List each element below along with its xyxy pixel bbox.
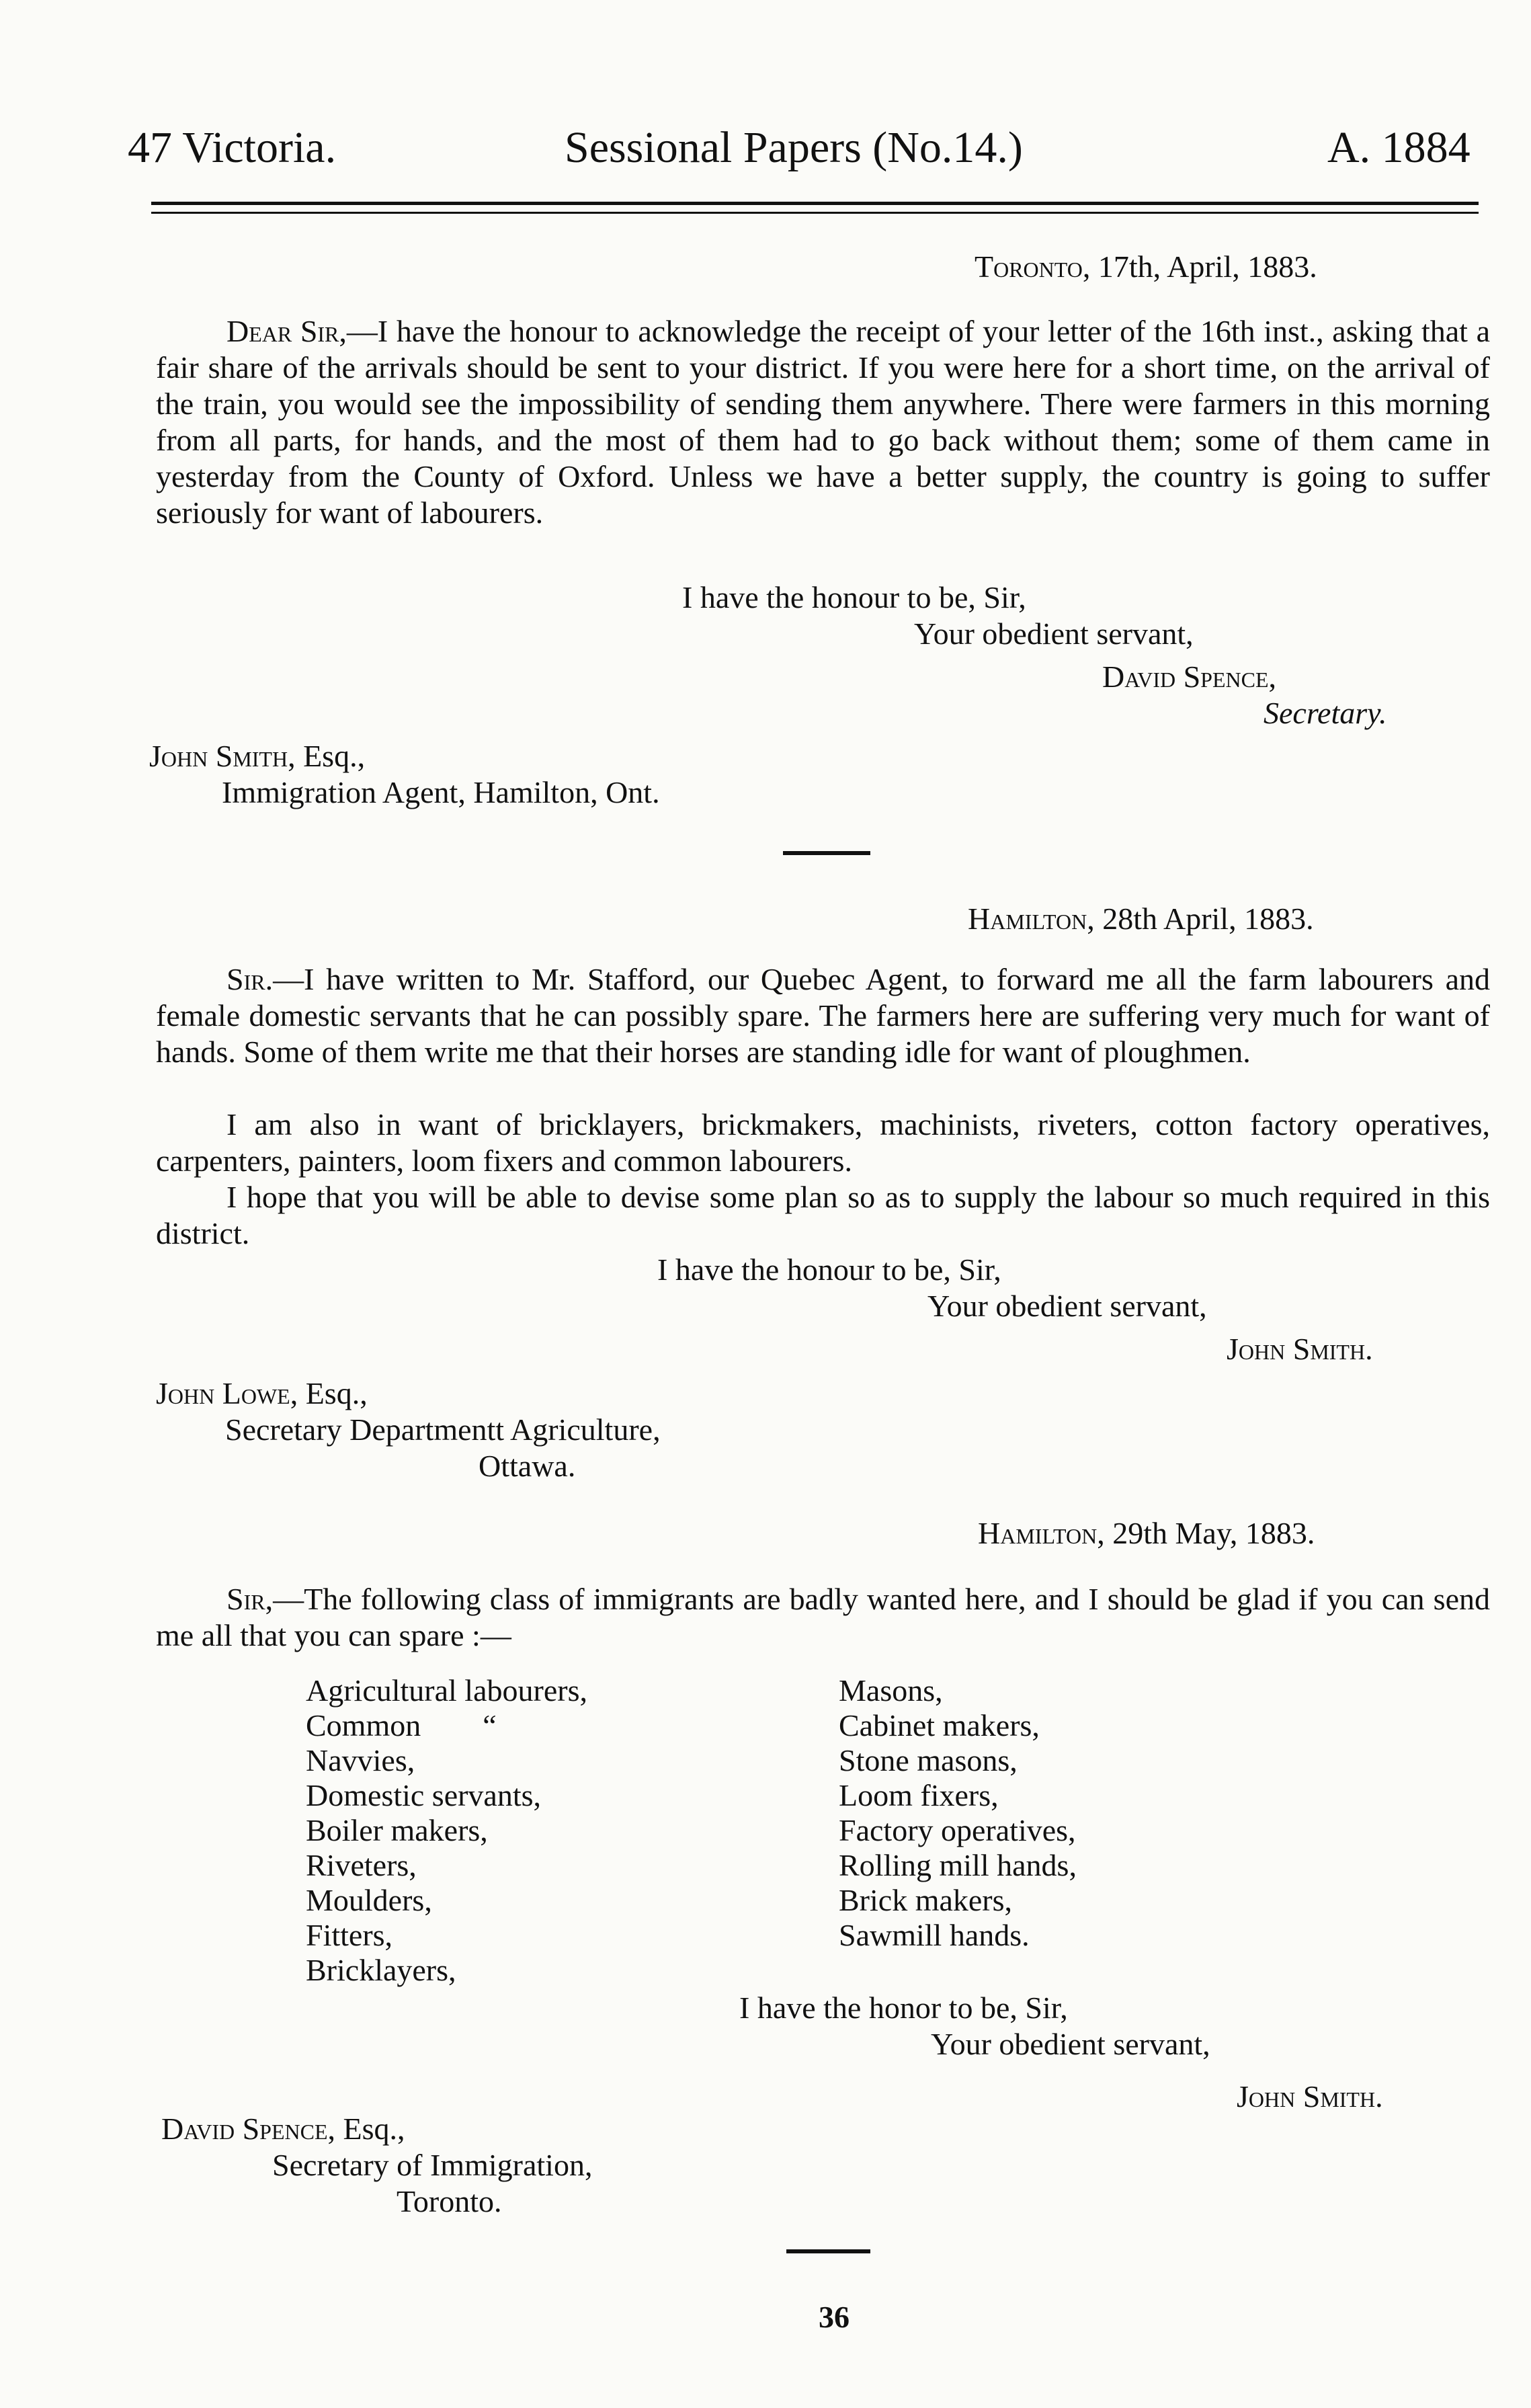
dateline-date: , 28th April, 1883. xyxy=(1087,901,1314,936)
salutation: Sir xyxy=(226,962,265,996)
addressee-line-3: Ottawa. xyxy=(479,1449,576,1483)
letter-2-paragraph-3: I hope that you will be able to devise some plan so as to supply the labour so much required in this district. xyxy=(156,1180,1490,1250)
dateline-date: , 17th, April, 1883. xyxy=(1082,249,1317,284)
signer-name: John Smith. xyxy=(1237,2079,1383,2114)
addressee-line-1 xyxy=(149,738,365,774)
paragraph: .—I have written to Mr. Stafford, our Quebec Agent, to forward me all the farm labourers and female domestic servants that he can possibly spare. The farmers here are suffering very much for want of hands. Some of them write me that their horses are standing idle for want of ploughmen. xyxy=(156,962,1490,1069)
list-item: Agricultural labourers, xyxy=(306,1673,587,1708)
letter-1-body xyxy=(156,313,1490,531)
list-item: Domestic servants, xyxy=(306,1778,542,1812)
list-item: Riveters, xyxy=(306,1848,417,1882)
letter-2-dateline xyxy=(968,901,1314,937)
dateline-place: Toronto xyxy=(975,249,1083,284)
letter-separator xyxy=(783,851,870,855)
addressee-line-1 xyxy=(156,1375,368,1412)
header-year: A. 1884 xyxy=(1327,123,1471,172)
dateline-place: Hamilton xyxy=(978,1516,1098,1550)
list-item: Loom fixers, xyxy=(839,1778,999,1812)
occupations-list-right xyxy=(839,1673,1077,1952)
closing-line-2: Your obedient servant, xyxy=(914,616,1194,651)
addressee-suffix: , Esq., xyxy=(290,1376,368,1410)
addressee-line-3: Toronto. xyxy=(397,2184,502,2218)
header-rule-bottom xyxy=(151,212,1479,214)
salutation: Sir xyxy=(226,1582,265,1616)
list-item: Bricklayers, xyxy=(306,1953,456,1987)
letter-3-body xyxy=(156,1581,1490,1654)
addressee-line-2: Immigration Agent, Hamilton, Ont. xyxy=(222,775,660,809)
addressee-suffix: , Esq., xyxy=(327,2112,405,2146)
addressee-line-2: Secretary of Immigration, xyxy=(272,2148,593,2182)
closing-line-1: I have the honour to be, Sir, xyxy=(682,580,1026,614)
list-item: Fitters, xyxy=(306,1918,393,1952)
salutation: Dear Sir xyxy=(226,314,339,348)
list-item: Stone masons, xyxy=(839,1743,1018,1777)
page-number: 36 xyxy=(819,2300,850,2334)
signer-title: Secretary. xyxy=(1264,696,1387,730)
closing-line-1: I have the honor to be, Sir, xyxy=(739,1991,1068,2025)
addressee-line-2: Secretary Departmentt Agriculture, xyxy=(225,1412,661,1447)
list-item: Moulders, xyxy=(306,1883,432,1917)
list-item: Sawmill hands. xyxy=(839,1918,1030,1952)
dateline-place: Hamilton xyxy=(968,901,1087,936)
header-volume: 47 Victoria. xyxy=(128,123,337,172)
dateline-date: , 29th May, 1883. xyxy=(1097,1516,1315,1550)
addressee-name: John Smith xyxy=(149,739,288,773)
occupations-list-left xyxy=(306,1673,587,1987)
paragraph: ,—The following class of immigrants are badly wanted here, and I should be glad if you can send me all that you can spare :— xyxy=(156,1582,1490,1652)
paragraph: ,—I have the honour to acknowledge the receipt of your letter of the 16th inst., asking that a fair share of the arrivals should be sent to your district. If you were here for a short time, on the arrival of the train, you would see the impossibility of sending them anywhere. There were farmers in this morning from all parts, for hands, and the most of them had to go back without them; some of them came in yesterday from the County of Oxford. Unless we have a better supply, the country is going to suffer seriously for want of labourers. xyxy=(156,314,1490,530)
list-item: Rolling mill hands, xyxy=(839,1848,1077,1882)
list-item: Boiler makers, xyxy=(306,1813,488,1847)
list-item: Navvies, xyxy=(306,1743,415,1777)
letter-3-dateline xyxy=(978,1515,1315,1552)
addressee-line-1 xyxy=(161,2111,405,2147)
addressee-suffix: , Esq., xyxy=(288,739,366,773)
header-title: Sessional Papers (No.14.) xyxy=(565,123,1023,172)
addressee-name: David Spence xyxy=(161,2112,328,2146)
closing-line-2: Your obedient servant, xyxy=(927,1289,1207,1323)
footer-separator xyxy=(786,2249,870,2253)
addressee-name: John Lowe xyxy=(156,1376,290,1410)
list-item: Common “ xyxy=(306,1708,497,1742)
header-rule-top xyxy=(151,202,1479,205)
letter-1-dateline xyxy=(975,249,1317,285)
signer-name: David Spence, xyxy=(1102,659,1277,694)
signer-name: John Smith. xyxy=(1227,1332,1373,1366)
list-item: Masons, xyxy=(839,1673,943,1708)
list-item: Brick makers, xyxy=(839,1883,1013,1917)
list-item: Cabinet makers, xyxy=(839,1708,1040,1742)
list-item: Factory operatives, xyxy=(839,1813,1076,1847)
closing-line-1: I have the honour to be, Sir, xyxy=(657,1252,1001,1287)
letter-2-paragraph-2: I am also in want of bricklayers, brickmakers, machinists, riveters, cotton factory operatives, carpenters, painters, loom fixers and common labourers. xyxy=(156,1107,1490,1178)
closing-line-2: Your obedient servant, xyxy=(931,2027,1210,2061)
letter-2-body xyxy=(156,961,1490,1070)
